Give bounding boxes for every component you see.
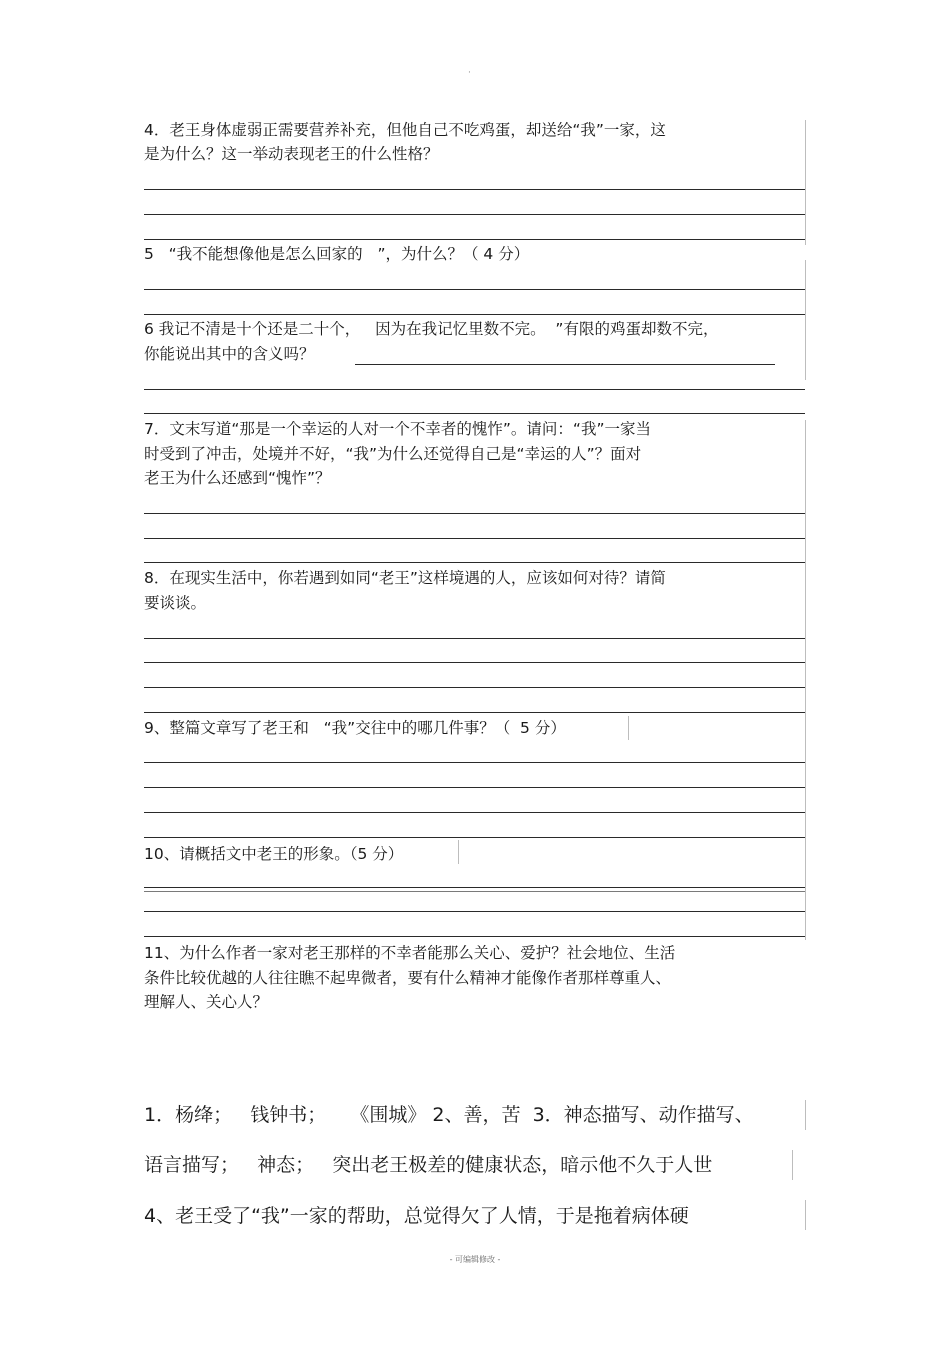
question-5: 5 “我不能想像他是怎么回家的 ”，为什么？（ 4 分） bbox=[144, 245, 530, 263]
question-10: 10、请概括文中老王的形象。（5 分） bbox=[144, 845, 404, 863]
answer-line bbox=[144, 662, 805, 663]
answer-line bbox=[144, 687, 805, 688]
answer-line bbox=[144, 513, 805, 514]
table-border bbox=[805, 420, 806, 940]
answer-line bbox=[144, 389, 805, 390]
answer-line bbox=[144, 762, 805, 763]
question-9: 9、整篇文章写了老王和 “我”交往中的哪几件事？（ 5 分） bbox=[144, 719, 566, 737]
table-border bbox=[805, 260, 806, 380]
question-6-line1: 6 我记不清是十个还是二十个， 因为在我记忆里数不完。 ”有限的鸡蛋却数不完， bbox=[144, 320, 719, 338]
answer-line bbox=[144, 562, 805, 563]
table-border bbox=[805, 1100, 806, 1130]
answer-line bbox=[144, 887, 805, 888]
answer-line bbox=[144, 214, 805, 215]
answer-line bbox=[144, 837, 805, 838]
answer-line bbox=[144, 911, 805, 912]
question-4-line2: 是为什么？这一举动表现老王的什么性格？ bbox=[144, 145, 439, 163]
table-border bbox=[805, 120, 806, 245]
answer-line bbox=[144, 413, 805, 414]
answer-line bbox=[144, 891, 805, 892]
answer-line bbox=[144, 638, 805, 639]
answer-line bbox=[144, 189, 805, 190]
question-8-line2: 要谈谈。 bbox=[144, 594, 207, 612]
inline-answer-line bbox=[355, 364, 775, 365]
answer-line bbox=[144, 239, 805, 240]
question-7-line1: 7．文末写道“那是一个幸运的人对一个不幸者的愧怍”。请问：“我”一家当 bbox=[144, 420, 651, 438]
answer-line bbox=[144, 712, 805, 713]
question-7-line2: 时受到了冲击，处境并不好，“我”为什么还觉得自己是“幸运的人”？面对 bbox=[144, 445, 642, 463]
answer-key-line2: 语言描写； 神态； 突出老王极差的健康状态，暗示他不久于人世 bbox=[144, 1154, 713, 1176]
header-mark: · bbox=[468, 68, 471, 78]
page-footer: - 可编辑修改 - bbox=[449, 1255, 501, 1264]
table-border bbox=[458, 840, 459, 864]
question-8-line1: 8．在现实生活中，你若遇到如同“老王”这样境遇的人，应该如何对待？请简 bbox=[144, 569, 666, 587]
answer-key-line3: 4、老王受了“我”一家的帮助，总觉得欠了人情，于是拖着病体硬 bbox=[144, 1205, 689, 1227]
answer-key-line1: 1．杨绛； 钱钟书； 《围城》 2、善，苦 3．神态描写、动作描写、 bbox=[144, 1104, 754, 1126]
table-border bbox=[792, 1150, 793, 1180]
question-11-line1: 11、为什么作者一家对老王那样的不幸者能那么关心、爱护？社会地位、生活 bbox=[144, 944, 676, 962]
question-11-line2: 条件比较优越的人往往瞧不起卑微者，要有什么精神才能像作者那样尊重人、 bbox=[144, 969, 672, 987]
table-border bbox=[805, 1200, 806, 1230]
question-4-line1: 4．老王身体虚弱正需要营养补充，但他自己不吃鸡蛋，却送给“我”一家，这 bbox=[144, 121, 666, 139]
table-border bbox=[628, 716, 629, 740]
answer-line bbox=[144, 936, 805, 937]
answer-line bbox=[144, 289, 805, 290]
question-11-line3: 理解人、关心人？ bbox=[144, 993, 269, 1011]
answer-line bbox=[144, 314, 805, 315]
answer-line bbox=[144, 538, 805, 539]
answer-line bbox=[144, 812, 805, 813]
question-6-line2: 你能说出其中的含义吗？ bbox=[144, 345, 315, 363]
question-7-line3: 老王为什么还感到“愧怍”？ bbox=[144, 469, 331, 487]
answer-line bbox=[144, 787, 805, 788]
